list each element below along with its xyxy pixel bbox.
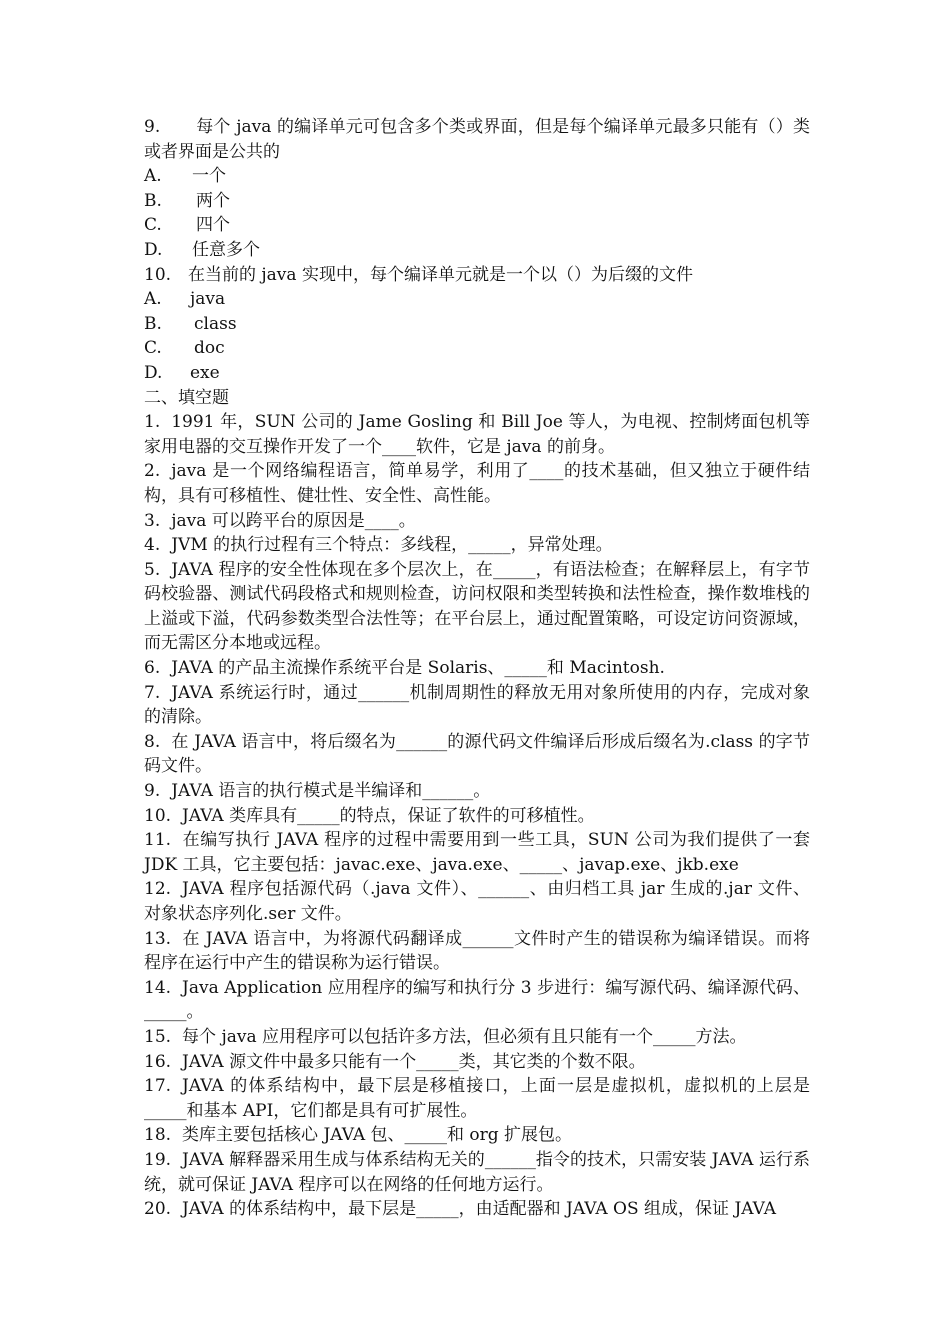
fill-question xyxy=(144,656,810,681)
option-letter: C. xyxy=(144,338,162,359)
fill-question xyxy=(144,1197,810,1222)
fill-question xyxy=(144,459,810,508)
question-text: JAVA 的体系结构中，最下层是移植接口，上面一层是虚拟机，虚拟机的上层是_____和基本 API，它们都是具有可扩展性。 xyxy=(144,1076,810,1121)
question-number: 9. xyxy=(144,781,161,802)
option-c xyxy=(144,213,810,238)
question-number: 14. xyxy=(144,977,172,998)
option-letter: A. xyxy=(144,166,162,187)
mc-question-10 xyxy=(144,263,810,288)
question-text: 每个 java 应用程序可以包括许多方法，但必须有且只能有一个_____方法。 xyxy=(182,1026,747,1047)
option-text: doc xyxy=(194,338,225,359)
section-title: 二、填空题 xyxy=(144,387,229,408)
question-number: 6. xyxy=(144,658,161,679)
option-text: 四个 xyxy=(196,215,230,236)
question-number: 11. xyxy=(144,830,172,851)
question-text: JAVA 解释器采用生成与体系结构无关的______指令的技术，只需安装 JAVA 运行系统，就可保证 JAVA 程序可以在网络的任何地方运行。 xyxy=(144,1149,810,1195)
question-text: 在 JAVA 语言中，将后缀名为______的源代码文件编译后形成后缀名为.class 的字节码文件。 xyxy=(144,731,810,777)
fill-question xyxy=(144,558,810,656)
fill-question xyxy=(144,1025,810,1050)
question-number: 5. xyxy=(144,559,161,580)
question-number: 13. xyxy=(144,928,172,949)
fill-question xyxy=(144,509,810,534)
fill-question xyxy=(144,976,810,1025)
question-number: 10. xyxy=(144,805,172,826)
question-text: java 可以跨平台的原因是____。 xyxy=(171,510,416,531)
question-number: 12. xyxy=(144,879,172,900)
question-text: 1991 年，SUN 公司的 Jame Gosling 和 Bill Joe 等人，为电视、控制烤面包机等家用电器的交互操作开发了一个____软件，它是 java 的前身。 xyxy=(144,412,810,457)
fill-question xyxy=(144,1148,810,1197)
question-text: JAVA 类库具有_____的特点，保证了软件的可移植性。 xyxy=(182,805,595,826)
option-text: 两个 xyxy=(196,190,230,211)
question-text: JAVA 源文件中最多只能有一个_____类，其它类的个数不限。 xyxy=(182,1051,646,1072)
fill-question xyxy=(144,1050,810,1075)
fill-question xyxy=(144,730,810,779)
option-b xyxy=(144,189,810,214)
question-text: JAVA 的产品主流操作系统平台是 Solaris、_____和 Macintosh. xyxy=(171,658,665,679)
fill-question xyxy=(144,804,810,829)
option-text: exe xyxy=(190,362,220,383)
question-number: 16. xyxy=(144,1051,172,1072)
fill-question xyxy=(144,828,810,877)
document-page xyxy=(144,115,810,1222)
question-number: 20. xyxy=(144,1199,172,1220)
question-text: JAVA 程序包括源代码（.java 文件）、______、由归档工具 jar 生成的.jar 文件、对象状态序列化.ser 文件。 xyxy=(144,879,810,924)
question-text: java 是一个网络编程语言，简单易学，利用了____的技术基础，但又独立于硬件结构，具有可移植性、健壮性、安全性、高性能。 xyxy=(144,461,810,506)
option-c xyxy=(144,336,810,361)
mc-question-9 xyxy=(144,115,810,164)
question-text: Java Application 应用程序的编写和执行分 3 步进行：编写源代码、编译源代码、_____。 xyxy=(144,977,810,1023)
fill-question xyxy=(144,533,810,558)
fill-question xyxy=(144,927,810,976)
question-number: 10. xyxy=(144,264,172,285)
option-letter: A. xyxy=(144,289,162,310)
question-number: 8. xyxy=(144,731,161,752)
fill-question xyxy=(144,779,810,804)
question-text: 在编写执行 JAVA 程序的过程中需要用到一些工具，SUN 公司为我们提供了一套 JDK 工具，它主要包括：javac.exe、java.exe、_____、javap.exe、jkb.exe xyxy=(144,830,810,875)
option-d xyxy=(144,238,810,263)
option-letter: D. xyxy=(144,239,163,260)
question-text: 每个 java 的编译单元可包含多个类或界面，但是每个编译单元最多只能有（）类或者界面是公共的 xyxy=(144,117,810,162)
question-number: 18. xyxy=(144,1125,172,1146)
option-letter: B. xyxy=(144,190,162,211)
option-text: java xyxy=(190,289,226,310)
fill-question xyxy=(144,410,810,459)
question-number: 4. xyxy=(144,535,161,556)
fill-question xyxy=(144,877,810,926)
question-text: JVM 的执行过程有三个特点：多线程，_____，异常处理。 xyxy=(171,535,613,556)
option-text: 一个 xyxy=(192,166,226,187)
option-letter: D. xyxy=(144,362,163,383)
question-text: 在 JAVA 语言中，为将源代码翻译成______文件时产生的错误称为编译错误。而将程序在运行中产生的错误称为运行错误。 xyxy=(144,928,810,974)
question-number: 9. xyxy=(144,117,161,137)
question-number: 19. xyxy=(144,1149,172,1170)
fill-question xyxy=(144,1123,810,1148)
question-text: JAVA 程序的安全性体现在多个层次上，在_____，有语法检查；在解释层上，有字节码校验器、测试代码段格式和规则检查，访问权限和类型转换和法性检查，操作数堆栈的上溢或下溢，代码参数类型合法性等；在平台层上，通过配置策略，可设定访问资源域，而无需区分本地或远程。 xyxy=(144,559,810,654)
question-number: 7. xyxy=(144,682,161,703)
option-letter: B. xyxy=(144,313,162,334)
option-a xyxy=(144,287,810,312)
option-text: 任意多个 xyxy=(192,239,260,260)
fill-question xyxy=(144,1074,810,1123)
fill-question-list xyxy=(144,410,810,1222)
question-text: JAVA 语言的执行模式是半编译和______。 xyxy=(171,781,491,802)
question-text: JAVA 系统运行时，通过______机制周期性的释放无用对象所使用的内存，完成对象的清除。 xyxy=(144,682,810,728)
question-text: 在当前的 java 实现中，每个编译单元就是一个以（）为后缀的文件 xyxy=(188,264,693,285)
option-d xyxy=(144,361,810,386)
question-number: 15. xyxy=(144,1026,172,1047)
question-number: 3. xyxy=(144,510,161,531)
question-text: JAVA 的体系结构中，最下层是_____，由适配器和 JAVA OS 组成，保证 JAVA xyxy=(182,1199,777,1220)
option-b xyxy=(144,312,810,337)
question-number: 17. xyxy=(144,1076,172,1097)
fill-question xyxy=(144,681,810,730)
question-number: 1. xyxy=(144,412,161,433)
option-letter: C. xyxy=(144,215,162,236)
option-text: class xyxy=(194,313,237,334)
question-number: 2. xyxy=(144,461,161,482)
option-a xyxy=(144,164,810,189)
question-text: 类库主要包括核心 JAVA 包、_____和 org 扩展包。 xyxy=(182,1125,573,1146)
